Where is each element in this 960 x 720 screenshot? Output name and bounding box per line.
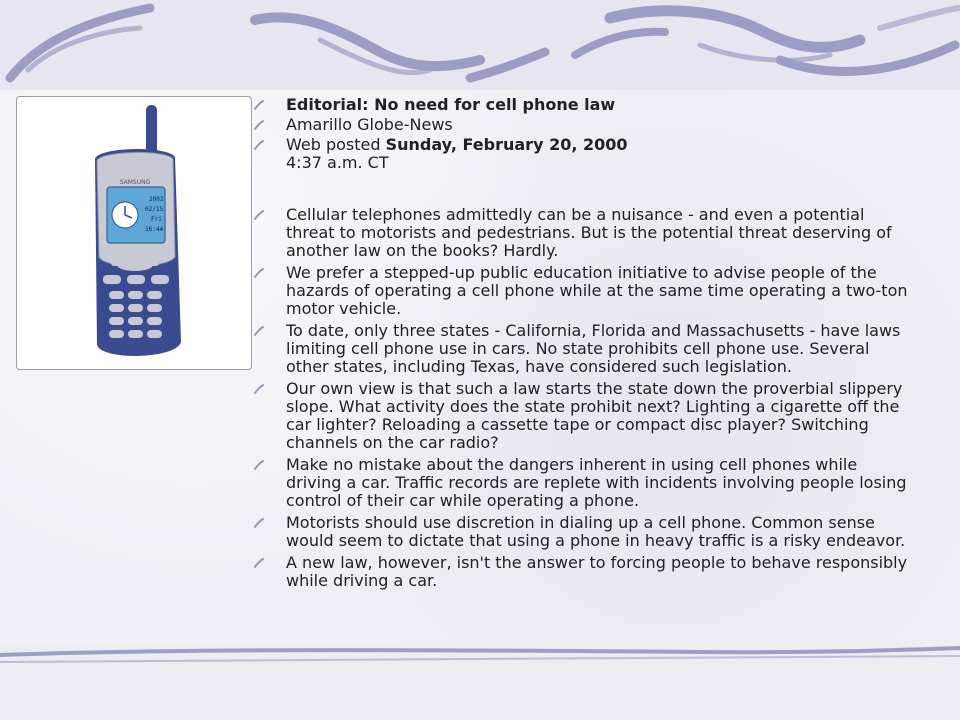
feather-bullet-icon xyxy=(254,384,264,394)
paragraph-text: Make no mistake about the dangers inherent in using cell phones while driving a car. Traffic records are replete with incidents involving people losing control of their car while operating a phone. xyxy=(286,455,907,510)
feather-bullet-icon xyxy=(254,120,264,130)
feather-bullet-icon xyxy=(254,100,264,110)
phone-screen-day: Fri xyxy=(151,216,162,223)
paragraph-text: Our own view is that such a law starts the state down the proverbial slippery slope. What activity does the state prohibit next? Lighting a cigarette off the car lighter? Reloading a cassette tape or compact disc player? Switching channels on the car radio? xyxy=(286,379,903,452)
article-source: Amarillo Globe-News xyxy=(286,115,453,134)
feather-bullet-icon xyxy=(254,140,264,150)
phone-brand-label: SAMSUNG xyxy=(119,179,151,186)
feather-bullet-icon xyxy=(254,326,264,336)
article-content xyxy=(250,96,910,594)
paragraph-item xyxy=(250,206,910,260)
phone-screen-time: 16:44 xyxy=(145,226,164,233)
paragraph-text: Motorists should use discretion in dialing up a cell phone. Common sense would seem to dictate that using a phone in heavy traffic is a risky endeavor. xyxy=(286,513,906,550)
paragraph-text: Cellular telephones admittedly can be a nuisance - and even a potential threat to motorists and pedestrians. But is the potential threat deserving of another law on the books? Hardly. xyxy=(286,205,892,260)
feather-bullet-icon xyxy=(254,268,264,278)
posted-item xyxy=(250,136,910,172)
feather-bullet-icon xyxy=(254,210,264,220)
paragraph-text: We prefer a stepped-up public education initiative to advise people of the hazards of operating a cell phone while at the same time operating a two-ton motor vehicle. xyxy=(286,263,908,318)
posted-prefix: Web posted xyxy=(286,135,386,154)
paragraph-item xyxy=(250,514,910,550)
paragraph-item xyxy=(250,380,910,452)
phone-screen-date: 02/15 xyxy=(145,206,164,213)
feather-bullet-icon xyxy=(254,518,264,528)
posted-date: Sunday, February 20, 2000 xyxy=(385,135,628,154)
paragraph-item xyxy=(250,554,910,590)
feather-bullet-icon xyxy=(254,558,264,568)
article-list xyxy=(250,96,910,590)
phone-photo xyxy=(16,96,252,370)
paragraph-item xyxy=(250,322,910,376)
source-item xyxy=(250,116,910,134)
posted-time: 4:37 a.m. CT xyxy=(286,153,389,172)
article-title: Editorial: No need for cell phone law xyxy=(286,95,616,114)
paragraph-text: A new law, however, isn't the answer to forcing people to behave responsibly while driving a car. xyxy=(286,553,908,590)
paragraph-text: To date, only three states - California, Florida and Massachusetts - have laws limiting cell phone use in cars. No state prohibits cell phone use. Several other states, including Texas, have considered such legislation. xyxy=(286,321,901,376)
paragraph-item xyxy=(250,456,910,510)
feather-bullet-icon xyxy=(254,460,264,470)
spacer xyxy=(250,172,910,206)
headline-item xyxy=(250,96,910,114)
phone-screen-year: 2002 xyxy=(149,196,164,203)
phone-illustration xyxy=(17,97,253,371)
paragraph-item xyxy=(250,264,910,318)
